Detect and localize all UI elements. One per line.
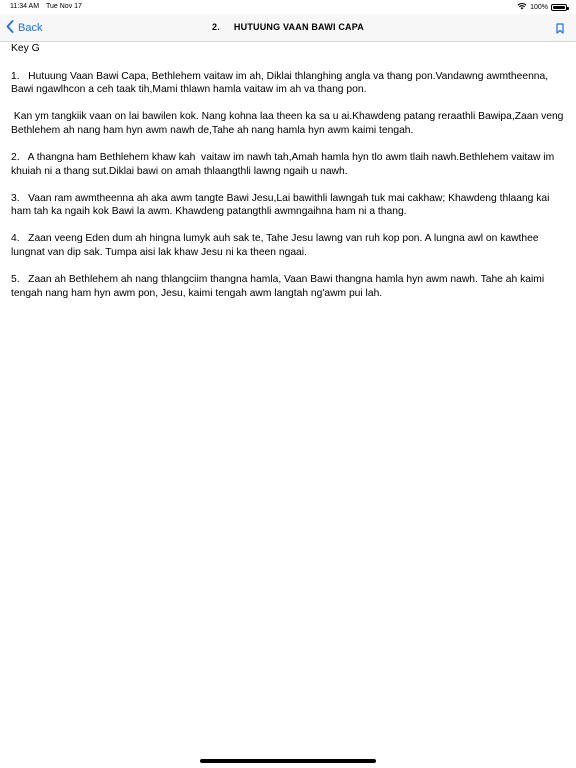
title-text: HUTUUNG VAAN BAWI CAPA <box>233 22 364 32</box>
home-indicator[interactable] <box>200 759 376 763</box>
song-key: Key G <box>11 43 40 54</box>
status-date: Tue Nov 17 <box>46 3 82 10</box>
verse-3: 3. Vaan ram awmtheenna ah aka awm tangte Bawi Jesu,Lai bawithli lawngah tuk mai cakhaw; Khawdeng thlaang kai ham tah ka ngaih kok Bawi la awm. Khawdeng patangthli awmngaihna ham ni a thang. <box>11 192 553 218</box>
verse-4: 4. Zaan veeng Eden dum ah hingna lumyk auh sak te, Tahe Jesu lawng van ruh kop pon. A lungna awl on kawthee lungnat van dip sak. Tumpa aisi lak khaw Jesu ni ka theen ngaai. <box>11 233 542 258</box>
verse-2: 2. A thangna ham Bethlehem khaw kah vaitaw im nawh tah,Amah hamla hyn tlo awm tlaih nawh.Bethlehem vaitaw im khuiah ni a thang sut.Diklai bawi on amah thlaangthli lawng ngaih u nawh. <box>11 151 558 177</box>
status-indicators <box>517 2 567 12</box>
wifi-icon <box>517 2 527 12</box>
bookmark-icon <box>556 21 564 38</box>
song-content <box>11 42 566 314</box>
status-bar <box>0 0 576 14</box>
verse-chorus: Kan ym tangkiik vaan on lai bawilen kok. Nang kohna laa theen ka sa u ai.Khawdeng patang reraathli Bawipa,Zaan veng Bethlehem ah nang ham hyn awm nawh de,Tahe ah nang hamla hyn awm kaimi tengah. <box>11 111 567 136</box>
battery-icon <box>551 4 567 11</box>
page-title <box>0 22 576 32</box>
back-label: Back <box>18 22 43 34</box>
battery-percent: 100% <box>530 3 548 11</box>
verse-5: 5. Zaan ah Bethlehem ah nang thlangciim thangna hamla, Vaan Bawi thangna hamla hyn awm nawh. Tahe ah kaimi tengah nang ham hyn awm pon, Jesu, kaimi tengah awm langtah ng'awm pui lah. <box>11 274 547 299</box>
battery-cap <box>567 7 569 10</box>
battery-fill <box>553 6 565 9</box>
navigation-bar <box>0 14 576 42</box>
verse-1: 1. Hutuung Vaan Bawi Capa, Bethlehem vaitaw im ah, Diklai thlanghing angla va thang pon.Vandawng awmtheenna, Bawi ngawlhcon a ceh taak tih,Mami thlawn hamla vaitaw im ah va thang pon. <box>11 70 551 96</box>
bookmark-button[interactable] <box>556 21 564 39</box>
title-number: 2. <box>212 22 220 32</box>
status-time: 11:34 AM <box>10 3 40 10</box>
